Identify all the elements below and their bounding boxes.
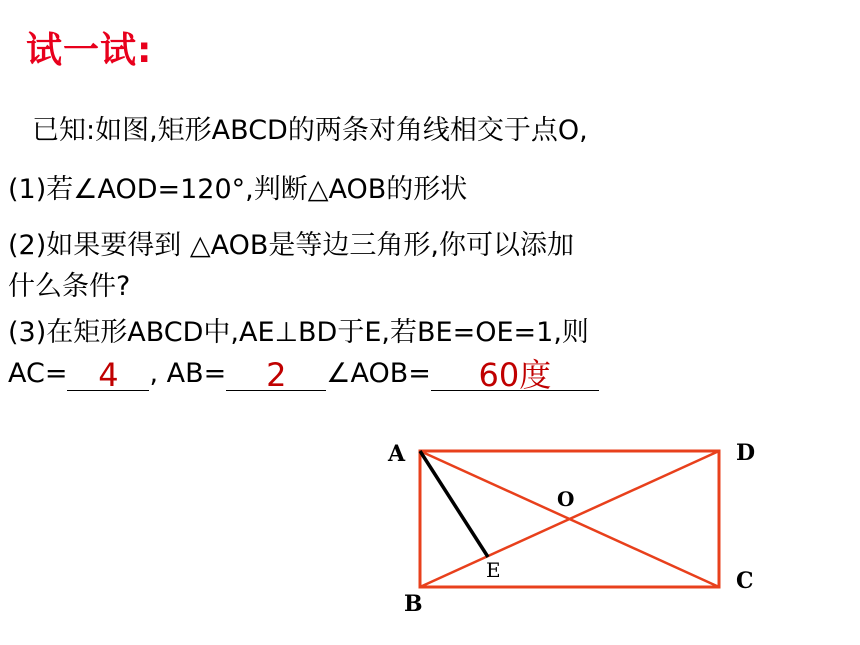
question-2-line1: (2)如果要得到 △AOB是等边三角形,你可以添加 xyxy=(8,230,574,261)
ab-answer: 2 xyxy=(266,356,287,394)
label-o: O xyxy=(557,487,575,511)
label-e: E xyxy=(486,558,501,582)
aob-answer: 60度 xyxy=(478,356,552,394)
question-2-line2: 什么条件? xyxy=(8,271,131,302)
label-b: B xyxy=(404,591,423,617)
label-c: C xyxy=(736,568,754,594)
ac-label: AC= xyxy=(8,358,68,389)
aob-label: ∠AOB= xyxy=(326,358,431,389)
question-1: (1)若∠AOD=120°,判断△AOB的形状 xyxy=(8,174,468,205)
label-d: D xyxy=(736,440,756,466)
slide-title: 试一试: xyxy=(26,30,153,71)
label-a: A xyxy=(388,441,406,467)
question-3-line1: (3)在矩形ABCD中,AE⊥BD于E,若BE=OE=1,则 xyxy=(8,317,589,348)
ac-answer: 4 xyxy=(98,356,119,394)
ab-label: , AB= xyxy=(149,358,227,389)
given-text: 已知:如图,矩形ABCD的两条对角线相交于点O, xyxy=(32,115,588,146)
